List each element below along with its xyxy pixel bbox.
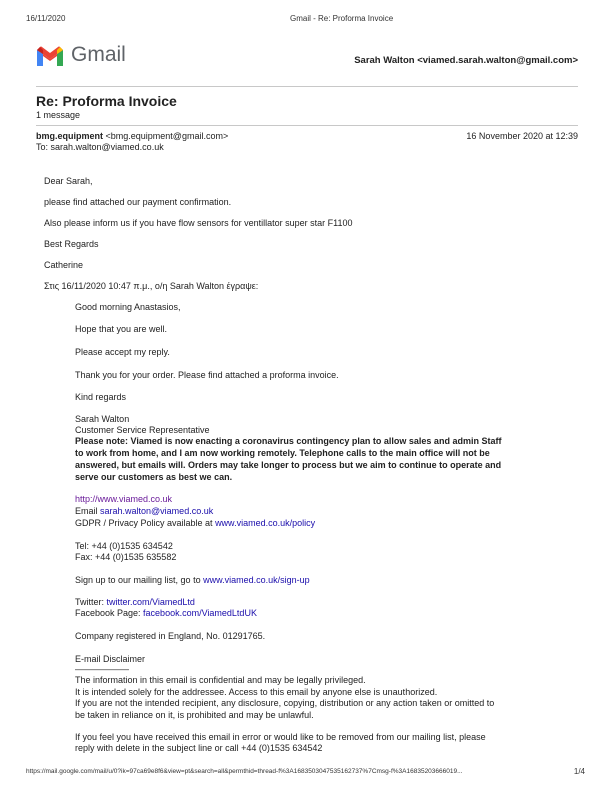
sender-email: <bmg.equipment@gmail.com> (105, 131, 229, 141)
print-title: Gmail - Re: Proforma Invoice (290, 14, 394, 23)
subject: Re: Proforma Invoice (36, 93, 177, 109)
sender[interactable] (36, 131, 228, 142)
print-url: https://mail.google.com/mail/u/0?ik=97ca69e8f6&view=pt&search=all&permthid=thread-f%3A1683503047535162737%7Cmsg-f%3A16835203666019... (26, 768, 463, 775)
signup-label: Sign up to our mailing list, go to (75, 575, 204, 585)
twitter-line (75, 597, 195, 608)
divider (36, 86, 578, 87)
removal-line: reply with delete in the subject line or call +44 (0)1535 634542 (75, 743, 323, 753)
quote-intro: Στις 16/11/2020 10:47 π.μ., ο/η Sarah Walton έγραψε: (44, 281, 259, 291)
quoted-name: Sarah Walton (75, 414, 130, 424)
gmail-logo-text: Gmail (71, 43, 126, 66)
fax: Fax: +44 (0)1535 635582 (75, 552, 177, 562)
twitter-link[interactable]: twitter.com/ViamedLtd (106, 597, 195, 607)
body-regards: Best Regards (44, 239, 99, 249)
disclaimer-line: It is intended solely for the addressee. Access to this email by anyone else is unauthorized. (75, 687, 438, 697)
body-greeting: Dear Sarah, (44, 176, 93, 186)
gdpr-link[interactable]: www.viamed.co.uk/policy (215, 518, 316, 528)
tel: Tel: +44 (0)1535 634542 (75, 541, 173, 551)
disclaimer-title: E-mail Disclaimer (75, 654, 146, 664)
facebook-label: Facebook Page: (75, 608, 144, 618)
disclaimer-line: The information in this email is confidential and may be legally privileged. (75, 675, 366, 685)
notice-line: answered, but emails will. Orders may take longer to process but we aim to continue to operate and (75, 460, 502, 470)
removal-line: If you feel you have received this email in error or would like to be removed from our mailing list, please (75, 732, 486, 742)
facebook-line (75, 608, 257, 619)
twitter-label: Twitter: (75, 597, 107, 607)
body-signature: Catherine (44, 260, 84, 270)
quoted-paragraph: Hope that you are well. (75, 324, 168, 334)
email-label: Email (75, 506, 101, 516)
message-count: 1 message (36, 110, 81, 120)
notice-line: serve our customers as best we can. (75, 472, 233, 482)
sender-name: bmg.equipment (36, 131, 103, 141)
divider (36, 125, 578, 126)
body-paragraph: Also please inform us if you have flow sensors for ventillator super star F1100 (44, 218, 353, 228)
recipient: To: sarah.walton@viamed.co.uk (36, 142, 164, 152)
signup-link[interactable]: www.viamed.co.uk/sign-up (203, 575, 310, 585)
disclaimer-rule: —————— (75, 664, 129, 674)
quoted-paragraph: Thank you for your order. Please find attached a proforma invoice. (75, 370, 339, 380)
gdpr-label: GDPR / Privacy Policy available at (75, 518, 216, 528)
gmail-logo-icon (35, 44, 65, 68)
notice-line: Please note: Viamed is now enacting a coronavirus contingency plan to allow sales and admin Staff (75, 436, 502, 446)
website-link[interactable]: http://www.viamed.co.uk (75, 494, 173, 504)
quoted-regards: Kind regards (75, 392, 127, 402)
notice-line: to work from home, and I am now working remotely. Telephone calls to the main office will not be (75, 448, 490, 458)
company-registration: Company registered in England, No. 01291765. (75, 631, 266, 641)
email-line (75, 506, 213, 517)
disclaimer-line: If you are not the intended recipient, any disclosure, copying, distribution or any action taken or omitted to (75, 698, 495, 708)
signup-line (75, 575, 310, 586)
account-email: Sarah Walton <viamed.sarah.walton@gmail.com> (354, 55, 578, 66)
quoted-paragraph: Please accept my reply. (75, 347, 170, 357)
message-date: 16 November 2020 at 12:39 (466, 131, 578, 141)
disclaimer-line: be taken in reliance on it, is prohibited and may be unlawful. (75, 710, 314, 720)
quoted-role: Customer Service Representative (75, 425, 210, 435)
facebook-link[interactable]: facebook.com/ViamedLtdUK (143, 608, 257, 618)
body-paragraph: please find attached our payment confirmation. (44, 197, 232, 207)
page-number: 1/4 (573, 767, 585, 776)
gmail-logo (35, 44, 65, 68)
email-link[interactable]: sarah.walton@viamed.co.uk (100, 506, 214, 516)
print-date: 16/11/2020 (26, 14, 66, 23)
gdpr-line (75, 518, 315, 529)
quoted-greeting: Good morning Anastasios, (75, 302, 181, 312)
